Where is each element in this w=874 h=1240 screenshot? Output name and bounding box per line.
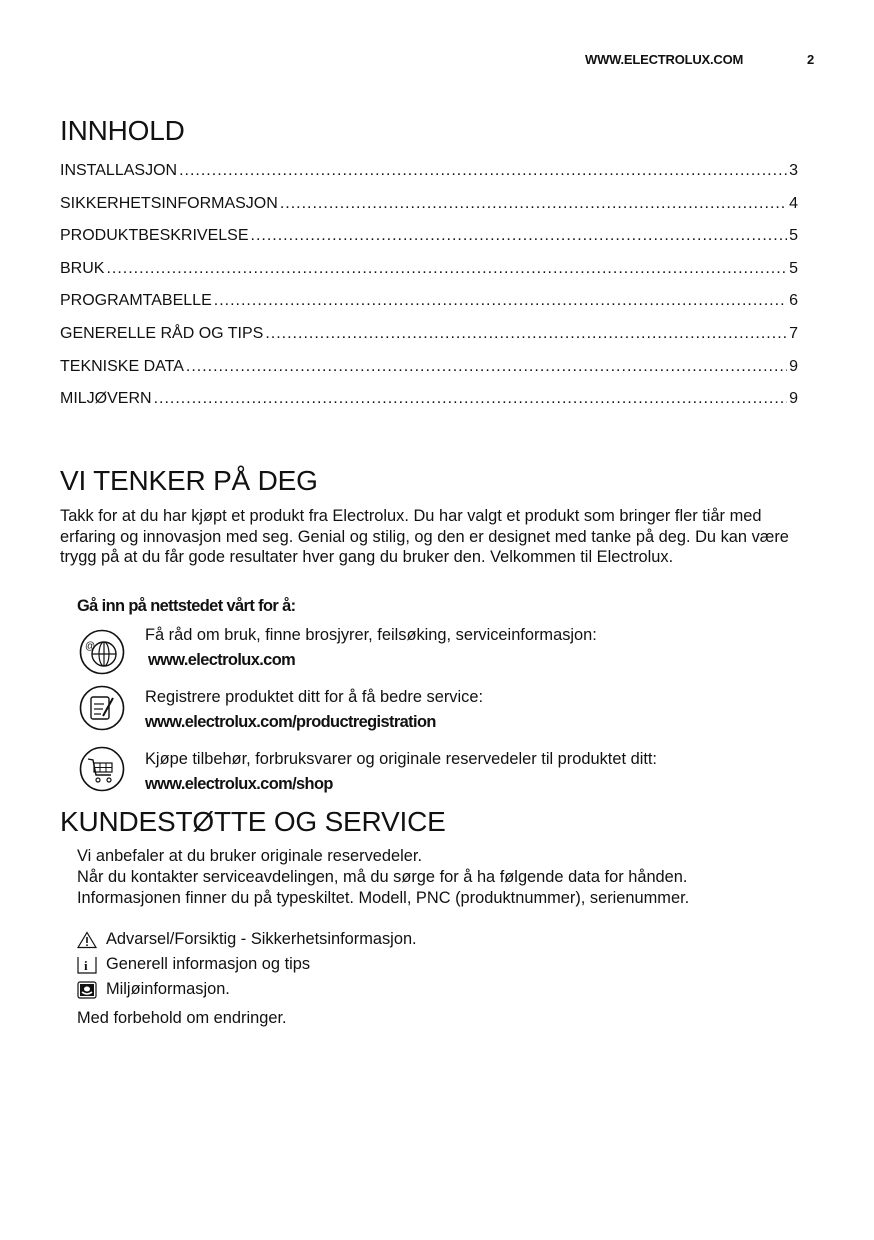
- support-line: Informasjonen finner du på typeskiltet. Modell, PNC (produktnummer), serienummer.: [77, 889, 690, 907]
- svg-text:i: i: [84, 957, 88, 973]
- toc-page: 3: [789, 162, 798, 179]
- disclaimer: Med forbehold om endringer.: [77, 1009, 287, 1027]
- dot-leader: [106, 260, 787, 278]
- support-text: [77, 846, 689, 909]
- legend-text: Miljøinformasjon.: [106, 980, 230, 998]
- visit-label: Gå inn på nettstedet vårt for å:: [77, 597, 296, 615]
- dot-leader: [186, 358, 787, 376]
- toc-item[interactable]: [60, 195, 798, 228]
- globe-icon: [79, 629, 125, 675]
- toc-page: 5: [789, 259, 798, 277]
- table-of-contents: [60, 162, 798, 423]
- dot-leader: [280, 195, 787, 213]
- toc-page: 6: [789, 292, 798, 310]
- warning-icon: [77, 931, 97, 949]
- legend-text: Advarsel/Forsiktig - Sikkerhetsinformasjon.: [106, 930, 417, 948]
- dot-leader: [251, 227, 788, 245]
- toc-page: 5: [789, 227, 798, 245]
- toc-item[interactable]: [60, 390, 798, 423]
- support-line: Vi anbefaler at du bruker originale reservedeler.: [77, 847, 423, 865]
- intro-body: Takk for at du har kjøpt et produkt fra Electrolux. Du har valgt et produkt som bringer fler tiår med erfaring og innovasjon med seg. Genial og stilig, og den er designet med tanke på deg. Du kan være trygg på at du får gode resultater hver gang du bruker den. Velkommen til Electrolux.: [60, 507, 789, 567]
- toc-label: PRODUKTBESKRIVELSE: [60, 227, 249, 245]
- website-link[interactable]: www.electrolux.com: [148, 651, 296, 669]
- shop-link[interactable]: www.electrolux.com/shop: [145, 775, 333, 793]
- toc-title: INNHOLD: [60, 115, 185, 146]
- toc-label: GENERELLE RÅD OG TIPS: [60, 324, 264, 342]
- page-number: 2: [807, 52, 815, 67]
- toc-item[interactable]: [60, 325, 798, 358]
- toc-page: 9: [789, 357, 798, 375]
- legend-text: Generell informasjon og tips: [106, 955, 311, 973]
- toc-label: MILJØVERN: [60, 390, 152, 408]
- intro-title: VI TENKER PÅ DEG: [60, 465, 318, 496]
- legend-environment: [77, 980, 230, 999]
- toc-page: 4: [789, 194, 798, 212]
- registration-icon: [79, 685, 125, 731]
- cart-icon: [79, 746, 125, 792]
- header-website: WWW.ELECTROLUX.COM: [585, 52, 744, 67]
- toc-label: INSTALLASJON: [60, 162, 178, 179]
- toc-item[interactable]: [60, 227, 798, 260]
- toc-label: TEKNISKE DATA: [60, 357, 184, 375]
- link-description: Kjøpe tilbehør, forbruksvarer og originale reservedeler til produktet ditt:: [145, 750, 657, 768]
- support-title: KUNDESTØTTE OG SERVICE: [60, 806, 446, 837]
- toc-label: SIKKERHETSINFORMASJON: [60, 194, 278, 212]
- toc-item[interactable]: [60, 162, 798, 195]
- info-icon: [77, 956, 97, 974]
- dot-leader: [265, 325, 787, 343]
- dot-leader: [179, 162, 787, 180]
- toc-page: 9: [789, 390, 798, 408]
- toc-label: BRUK: [60, 259, 105, 277]
- svg-text:@: @: [85, 641, 96, 652]
- legend-warning: [77, 930, 417, 949]
- link-description: Registrere produktet ditt for å få bedre service:: [145, 688, 483, 706]
- toc-item[interactable]: [60, 358, 798, 391]
- support-line: Når du kontakter serviceavdelingen, må du sørge for å ha følgende data for hånden.: [77, 868, 688, 886]
- environment-icon: [77, 981, 97, 999]
- link-description: Få råd om bruk, finne brosjyrer, feilsøking, serviceinformasjon:: [145, 626, 597, 644]
- toc-item[interactable]: [60, 292, 798, 325]
- dot-leader: [214, 292, 787, 310]
- toc-page: 7: [789, 324, 798, 342]
- toc-label: PROGRAMTABELLE: [60, 292, 212, 310]
- registration-link[interactable]: www.electrolux.com/productregistration: [145, 713, 436, 731]
- dot-leader: [154, 390, 788, 408]
- toc-item[interactable]: [60, 260, 798, 293]
- legend-info: [77, 955, 310, 974]
